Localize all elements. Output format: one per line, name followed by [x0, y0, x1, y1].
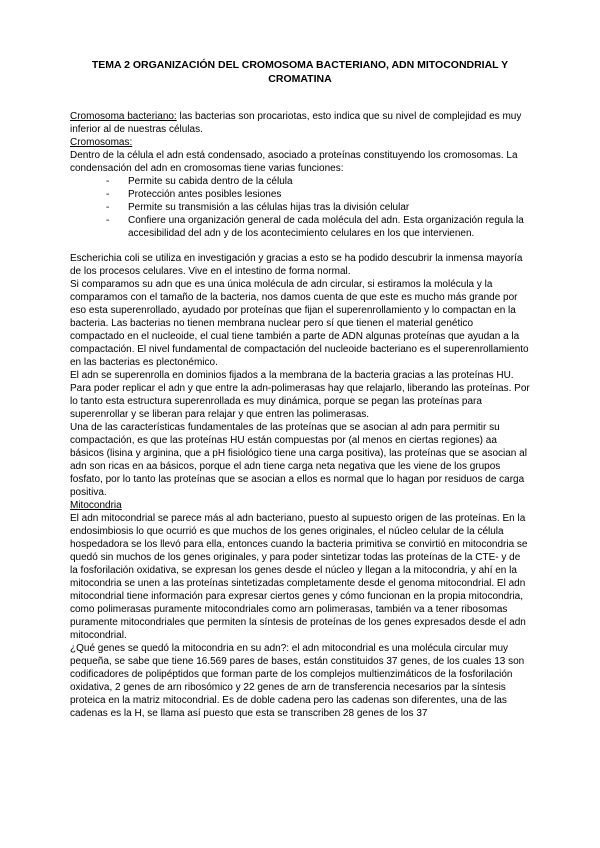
paragraph-adn-mitocondrial: El adn mitocondrial se parece más al adn bacteriano, puesto al supuesto origen de las proteínas. En la endosimbiosis lo que ocurrió es que muchos de los genes originales, el núcleo celular de la célula hospedadora se los llevó para ella, entonces cuando la bacteria primitiva se convirtió en mitocondria se quedó sin muchos de los genes originales, y para poder sintetizar todas las proteínas de la CTE- y de la fosforilación oxidativa, se expresan los genes desde el núcleo y llegan a la mitocondria, y ahí en la mitocondria se unen a las proteínas sintetizadas completamente desde el genoma mitocondrial. El adn mitocondrial tiene información para expresar ciertos genes y cómo funcionan en la propia mitocondria, como polimerasas puramente mitocondriales como arn polimerasas, también va a tener ribosomas puramente mitocondriales que permiten la síntesis de proteínas de los genes expresados desde el adn mitocondrial.: [70, 513, 528, 641]
paragraph-escherichia: Escherichia coli se utiliza en investigación y gracias a esto se ha podido descubrir la inmensa mayoría de los procesos celulares. Vive en el intestino de forma normal.: [70, 253, 523, 277]
paragraph-condensacion: Dentro de la célula el adn está condensado, asociado a proteínas constituyendo los cromosomas. La condensación del adn en cromosomas tiene varias funciones:: [70, 150, 518, 174]
document-title-line-1: TEMA 2 ORGANIZACIÓN DEL CROMOSOMA BACTERIANO, ADN MITOCONDRIAL Y: [91, 59, 509, 71]
section-heading-mitocondria: Mitocondria: [70, 500, 122, 511]
functions-list: [70, 175, 530, 240]
list-item: - Permite su cabida dentro de la célula: [70, 175, 530, 188]
list-item: - Confiere una organización general de cada molécula del adn. Esta organización regula la accesibilidad del adn y de los acontecimiento celulares en los que intervienen.: [70, 214, 530, 240]
paragraph-superenrollamiento: Si comparamos su adn que es una única molécula de adn circular, si estiramos la molécula y la comparamos con el tamaño de la bacteria, nos damos cuenta de que este es mucho más grande por eso esta superenrollado, ayudado por proteínas que fijan el superenrollamiento y lo compactan en la bacteria. Las bacterias no tienen membrana nuclear pero sí que tienen el material genético compactado en el nucleoide, el cual tiene también a parte de ADN algunas proteínas que ayudan a la compactación. El nivel fundamental de compactación del nucleoide bacteriano es el superenrollamiento en las bacterias es plectonémico.: [70, 279, 529, 368]
list-item: - Permite su transmisión a las células hijas tras la división celular: [70, 201, 530, 214]
paragraph-genes-mitocondria: ¿Qué genes se quedó la mitocondria en su adn?: el adn mitocondrial es una molécula circular muy pequeña, se sabe que tiene 16.569 pares de bases, están constituidos 37 genes, de los cuales 13 son codificadores de polipéptidos que forman parte de los complejos multienzimáticos de la fosforilación oxidativa, 2 genes de arn ribosómico y 22 genes de arn de transferencia necesarios par la síntesis proteica en la matriz mitocondrial. Es de doble cadena pero las cadenas son diferentes, una de las cadenas es la H, se llama así puesto que esta se transcriben 28 genes de los 37: [70, 643, 525, 719]
section-heading-cromosomas: Cromosomas:: [70, 137, 133, 148]
intro-paragraph: [70, 110, 530, 136]
intro-rest: las bacterias son procariotas, esto indica que su nivel de complejidad es muy inferior al de nuestras células.: [70, 111, 522, 135]
intro-lead-underlined: Cromosoma bacteriano:: [70, 111, 177, 122]
document-title-line-2: CROMATINA: [268, 73, 332, 85]
list-item: - Protección antes posibles lesiones: [70, 188, 530, 201]
paragraph-aa-basicos: Una de las características fundamentales de las proteínas que se asocian al adn para permitir su compactación, es que las proteínas HU están compuestas por (al menos en ciertas regiones) aa básicos (lisina y arginina, que a pH fisiológico tiene una carga positiva), las proteínas que se asocian al adn son ricas en aa básicos, porque el adn tiene carga neta negativa que les viene de los grupos fosfato, por lo tanto las proteínas que se asocian a ellos es normal que lo hagan por residuos de carga positiva.: [70, 422, 527, 498]
document-title: [70, 58, 530, 86]
paragraph-proteinas-hu: El adn se superenrolla en dominios fijados a la membrana de la bacteria gracias a las proteínas HU. Para poder replicar el adn y que entre la adn-polimerasas hay que relajarlo, liberando las proteínas. Por lo tanto esta estructura superenrollada es muy dinámica, porque se pegan las proteínas para superenrollar y se liberan para relajar y que entren las polimerasas.: [70, 370, 530, 420]
